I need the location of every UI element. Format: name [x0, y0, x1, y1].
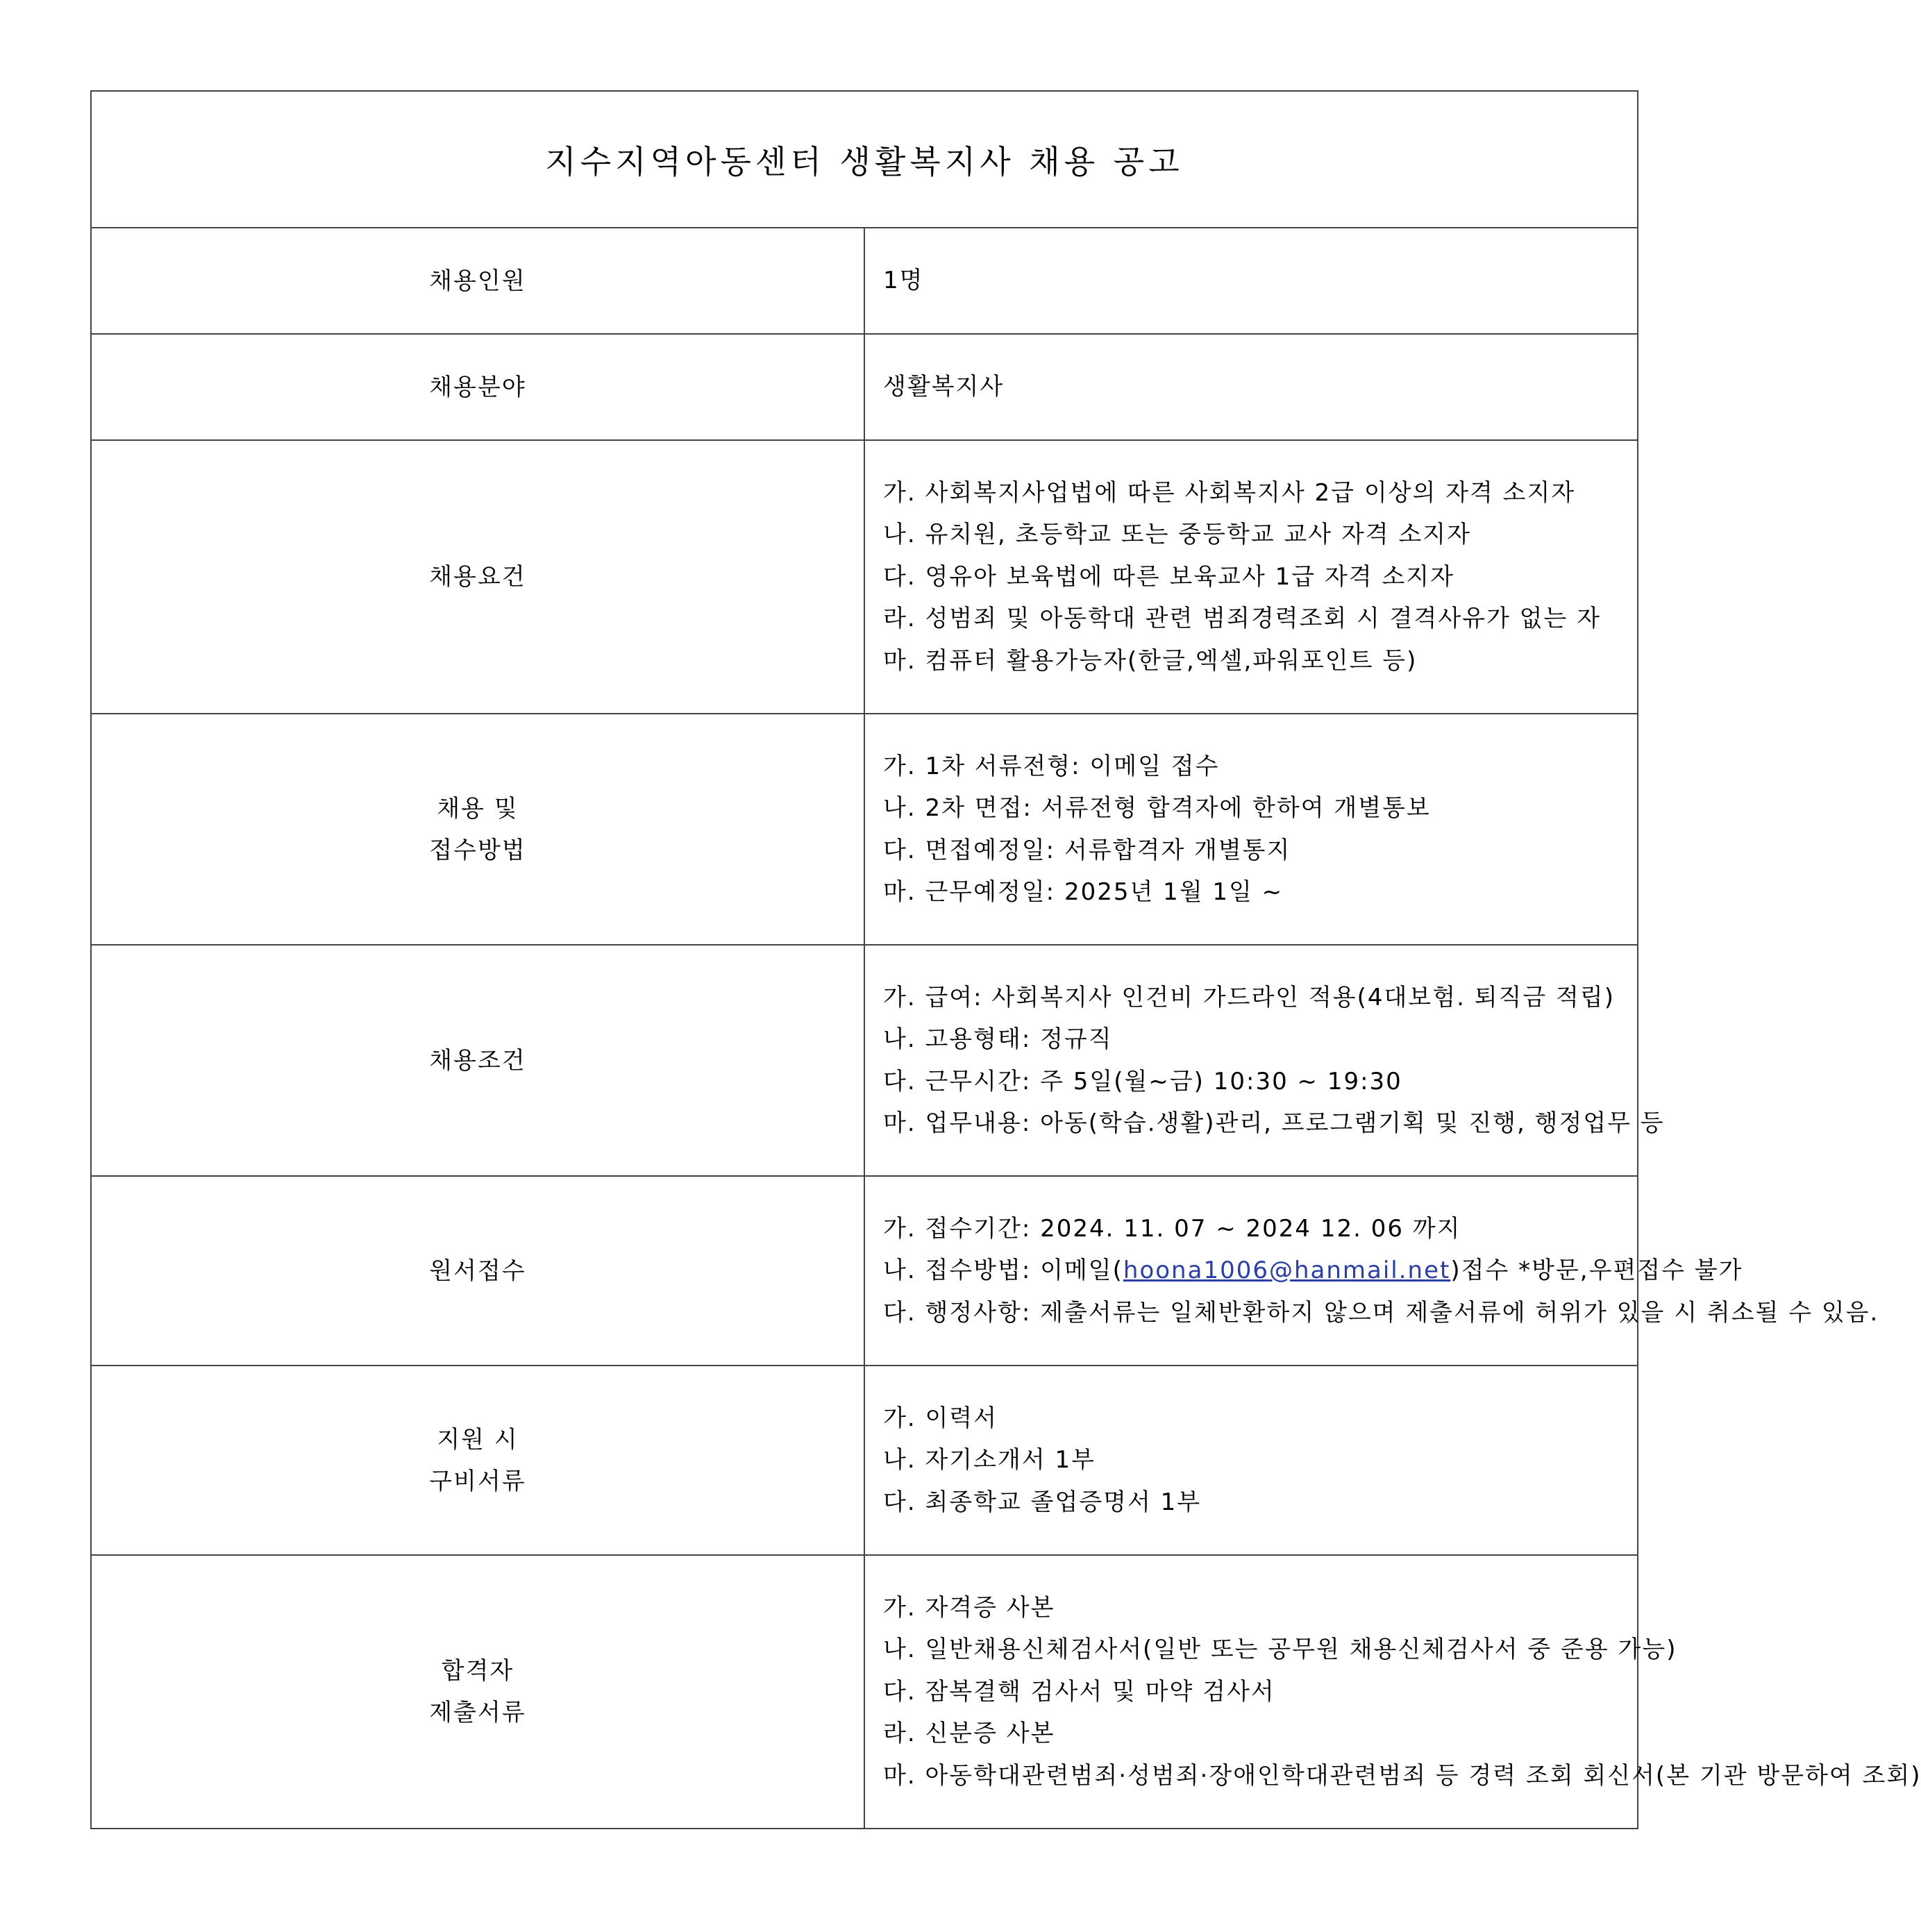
label-requirements: 채용요건	[91, 440, 864, 714]
label-required-documents: 지원 시 구비서류	[91, 1366, 864, 1555]
value-passed-documents	[864, 1555, 1921, 1829]
list-item: 가. 이력서	[883, 1404, 998, 1432]
value-recruit-field: 생활복지사	[864, 334, 1638, 440]
row-recruit-field	[91, 334, 1638, 440]
list-item: 가. 접수기간: 2024. 11. 07 ~ 2024 12. 06 까지	[883, 1214, 1461, 1243]
list-item: 다. 잠복결핵 검사서 및 마약 검사서	[883, 1677, 1275, 1706]
list-item: 나. 일반채용신체검사서(일반 또는 공무원 채용신체검사서 중 준용 가능)	[883, 1636, 1677, 1664]
value-recruit-count: 1명	[864, 228, 1638, 334]
label-conditions: 채용조건	[91, 945, 864, 1176]
notice-title: 지수지역아동센터 생활복지사 채용 공고	[91, 91, 1638, 228]
list-item: 다. 영유아 보육법에 따른 보육교사 1급 자격 소지자	[883, 562, 1454, 591]
list-item: 다. 면접예정일: 서류합격자 개별통지	[883, 836, 1291, 864]
row-application-method	[91, 714, 1638, 945]
recruitment-notice-table	[90, 90, 1921, 1829]
value-application-method	[864, 714, 1638, 945]
value-conditions	[864, 945, 1665, 1176]
list-item: 마. 업무내용: 아동(학습.생활)관리, 프로그램기획 및 진행, 행정업무 등	[883, 1109, 1665, 1137]
label-passed-documents: 합격자 제출서류	[91, 1555, 864, 1829]
list-item: 나. 유치원, 초등학교 또는 중등학교 교사 자격 소지자	[883, 521, 1471, 549]
list-item: 나. 자기소개서 1부	[883, 1446, 1096, 1475]
list-item: 라. 성범죄 및 아동학대 관련 범죄경력조회 시 결격사유가 없는 자	[883, 605, 1602, 633]
list-item: 나. 고용형태: 정규직	[883, 1025, 1113, 1053]
email-link[interactable]: hoona1006@hanmail.net	[1123, 1257, 1451, 1285]
label-application: 원서접수	[91, 1176, 864, 1366]
list-item: 마. 근무예정일: 2025년 1월 1일 ~	[883, 878, 1284, 906]
list-item: 가. 1차 서류전형: 이메일 접수	[883, 752, 1220, 780]
list-item: 나. 접수방법: 이메일(hoona1006@hanmail.net)접수 *방문,우편접수 불가	[883, 1257, 1743, 1285]
list-item: 다. 행정사항: 제출서류는 일체반환하지 않으며 제출서류에 허위가 있을 시 취소될 수 있음.	[883, 1298, 1879, 1327]
list-item: 마. 아동학대관련범죄·성범죄·장애인학대관련범죄 등 경력 조회 회신서(본 기관 방문하여 조회)	[883, 1761, 1921, 1790]
row-application	[91, 1176, 1638, 1366]
list-item: 마. 컴퓨터 활용가능자(한글,엑셀,파워포인트 등)	[883, 646, 1418, 675]
row-conditions	[91, 945, 1638, 1176]
row-passed-documents	[91, 1555, 1638, 1829]
list-item: 라. 신분증 사본	[883, 1720, 1055, 1748]
list-item: 가. 급여: 사회복지사 인건비 가드라인 적용(4대보험. 퇴직금 적립)	[883, 983, 1615, 1011]
value-requirements	[864, 440, 1638, 714]
row-recruit-count	[91, 228, 1638, 334]
list-item: 가. 자격증 사본	[883, 1593, 1055, 1622]
label-recruit-field: 채용분야	[91, 334, 864, 440]
list-item: 나. 2차 면접: 서류전형 합격자에 한하여 개별통보	[883, 794, 1431, 822]
list-item: 다. 근무시간: 주 5일(월~금) 10:30 ~ 19:30	[883, 1067, 1402, 1095]
value-application	[864, 1176, 1879, 1366]
row-required-documents	[91, 1366, 1638, 1555]
label-recruit-count: 채용인원	[91, 228, 864, 334]
value-required-documents	[864, 1366, 1638, 1555]
list-item: 가. 사회복지사업법에 따른 사회복지사 2급 이상의 자격 소지자	[883, 478, 1576, 507]
row-requirements	[91, 440, 1638, 714]
list-item: 다. 최종학교 졸업증명서 1부	[883, 1488, 1202, 1516]
label-application-method: 채용 및 접수방법	[91, 714, 864, 945]
